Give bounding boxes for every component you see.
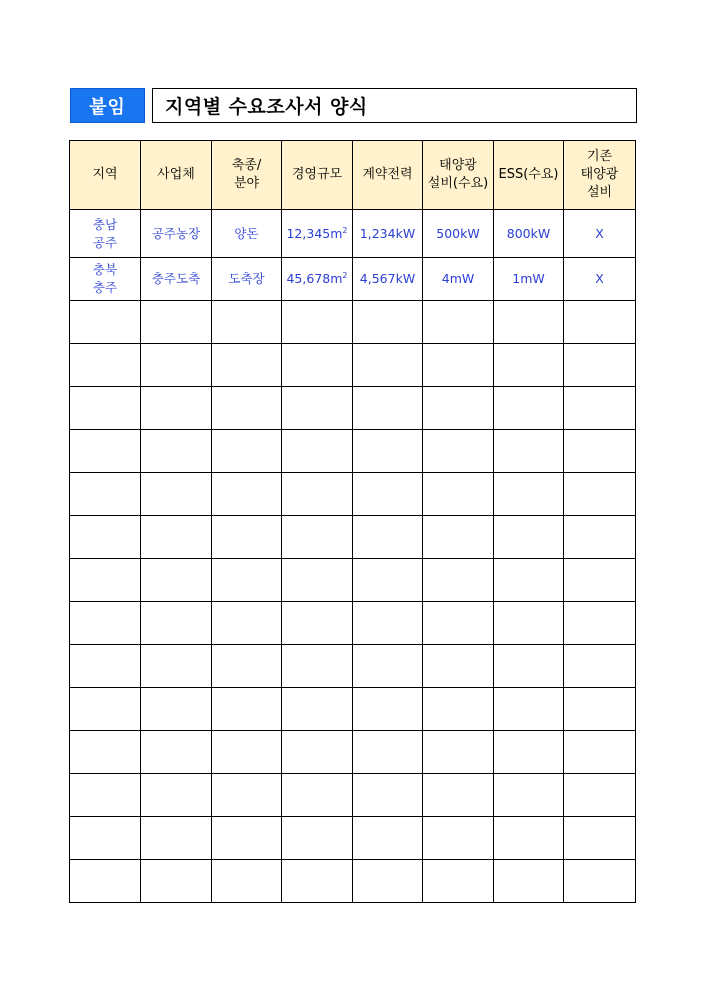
cell-scale-value: 45,678m (286, 271, 343, 286)
table-header-row (70, 141, 636, 210)
empty-cell[interactable] (212, 731, 282, 774)
empty-cell[interactable] (494, 602, 564, 645)
empty-cell[interactable] (70, 344, 141, 387)
empty-cell[interactable] (423, 301, 494, 344)
empty-cell[interactable] (353, 860, 423, 903)
empty-cell[interactable] (212, 387, 282, 430)
cell-scale (282, 258, 353, 301)
cell-solar-demand: 4mW (423, 258, 494, 301)
empty-cell[interactable] (564, 430, 636, 473)
cell-company: 공주농장 (141, 210, 212, 258)
empty-cell[interactable] (70, 731, 141, 774)
empty-cell[interactable] (141, 688, 212, 731)
empty-cell[interactable] (564, 301, 636, 344)
empty-cell[interactable] (564, 731, 636, 774)
empty-cell[interactable] (353, 817, 423, 860)
empty-cell[interactable] (423, 645, 494, 688)
empty-table-row (70, 860, 636, 903)
cell-existing-solar: X (564, 210, 636, 258)
empty-cell[interactable] (423, 430, 494, 473)
empty-cell[interactable] (494, 344, 564, 387)
cell-solar-demand: 500kW (423, 210, 494, 258)
empty-cell[interactable] (494, 430, 564, 473)
column-header-contract-power: 계약전력 (353, 141, 423, 210)
column-header-region: 지역 (70, 141, 141, 210)
empty-cell[interactable] (141, 817, 212, 860)
empty-cell[interactable] (212, 301, 282, 344)
empty-cell[interactable] (212, 516, 282, 559)
empty-cell[interactable] (70, 602, 141, 645)
empty-cell[interactable] (353, 602, 423, 645)
empty-cell[interactable] (282, 817, 353, 860)
column-header-scale: 경영규모 (282, 141, 353, 210)
table-row (70, 258, 636, 301)
empty-cell[interactable] (423, 817, 494, 860)
empty-cell[interactable] (282, 516, 353, 559)
cell-ess-demand: 800kW (494, 210, 564, 258)
empty-cell[interactable] (423, 688, 494, 731)
empty-cell[interactable] (564, 817, 636, 860)
empty-cell[interactable] (212, 473, 282, 516)
empty-cell[interactable] (212, 602, 282, 645)
cell-scale-value: 12,345m (286, 225, 343, 241)
empty-cell[interactable] (423, 602, 494, 645)
table-row (70, 210, 636, 258)
empty-cell[interactable] (282, 473, 353, 516)
empty-cell[interactable] (494, 559, 564, 602)
empty-cell[interactable] (564, 860, 636, 903)
empty-cell[interactable] (70, 817, 141, 860)
cell-scale-superscript: 2 (342, 270, 348, 280)
empty-cell[interactable] (564, 688, 636, 731)
empty-cell[interactable] (141, 301, 212, 344)
empty-cell[interactable] (423, 344, 494, 387)
empty-cell[interactable] (423, 860, 494, 903)
empty-cell[interactable] (282, 645, 353, 688)
page-title: 지역별 수요조사서 양식 (152, 88, 637, 123)
cell-livestock: 양돈 (212, 210, 282, 258)
empty-cell[interactable] (282, 344, 353, 387)
column-header-livestock: 축종/ 분야 (212, 141, 282, 210)
empty-table-row (70, 774, 636, 817)
empty-table-row (70, 516, 636, 559)
cell-contract-power: 4,567kW (353, 258, 423, 301)
empty-cell[interactable] (564, 645, 636, 688)
empty-cell[interactable] (141, 516, 212, 559)
empty-cell[interactable] (494, 817, 564, 860)
empty-cell[interactable] (282, 774, 353, 817)
empty-cell[interactable] (564, 387, 636, 430)
empty-cell[interactable] (70, 516, 141, 559)
empty-cell[interactable] (564, 516, 636, 559)
cell-scale-superscript: 2 (342, 225, 348, 235)
empty-cell[interactable] (353, 344, 423, 387)
empty-cell[interactable] (70, 387, 141, 430)
empty-cell[interactable] (70, 688, 141, 731)
empty-cell[interactable] (564, 602, 636, 645)
empty-cell[interactable] (353, 559, 423, 602)
column-header-company: 사업체 (141, 141, 212, 210)
empty-cell[interactable] (423, 731, 494, 774)
empty-cell[interactable] (141, 731, 212, 774)
cell-company: 충주도축 (141, 258, 212, 301)
empty-cell[interactable] (141, 602, 212, 645)
empty-cell[interactable] (70, 559, 141, 602)
empty-cell[interactable] (494, 860, 564, 903)
empty-cell[interactable] (282, 602, 353, 645)
empty-cell[interactable] (282, 301, 353, 344)
attachment-badge: 붙임 (70, 88, 145, 123)
empty-table-row (70, 559, 636, 602)
empty-cell[interactable] (141, 473, 212, 516)
empty-cell[interactable] (212, 860, 282, 903)
survey-form-table (69, 140, 636, 903)
empty-cell[interactable] (141, 387, 212, 430)
empty-cell[interactable] (70, 774, 141, 817)
empty-cell[interactable] (564, 344, 636, 387)
cell-contract-power: 1,234kW (353, 210, 423, 258)
empty-cell[interactable] (212, 559, 282, 602)
empty-table-row (70, 688, 636, 731)
empty-cell[interactable] (353, 516, 423, 559)
empty-cell[interactable] (282, 860, 353, 903)
empty-cell[interactable] (353, 473, 423, 516)
empty-cell[interactable] (282, 688, 353, 731)
empty-cell[interactable] (282, 559, 353, 602)
empty-cell[interactable] (70, 645, 141, 688)
empty-cell[interactable] (353, 774, 423, 817)
cell-ess-demand: 1mW (494, 258, 564, 301)
empty-table-row (70, 602, 636, 645)
empty-cell[interactable] (564, 774, 636, 817)
empty-table-row (70, 430, 636, 473)
empty-cell[interactable] (494, 731, 564, 774)
empty-cell[interactable] (353, 688, 423, 731)
empty-cell[interactable] (282, 731, 353, 774)
empty-table-row (70, 817, 636, 860)
column-header-existing-solar: 기존 태양광 설비 (564, 141, 636, 210)
empty-cell[interactable] (353, 430, 423, 473)
empty-cell[interactable] (494, 301, 564, 344)
empty-cell[interactable] (70, 301, 141, 344)
empty-cell[interactable] (494, 774, 564, 817)
empty-cell[interactable] (141, 860, 212, 903)
column-header-solar-demand: 태양광 설비(수요) (423, 141, 494, 210)
empty-cell[interactable] (212, 688, 282, 731)
cell-scale (282, 210, 353, 258)
cell-region: 충남 공주 (70, 210, 141, 258)
empty-cell[interactable] (423, 559, 494, 602)
empty-cell[interactable] (70, 430, 141, 473)
empty-cell[interactable] (353, 387, 423, 430)
empty-cell[interactable] (353, 645, 423, 688)
cell-region: 충북 충주 (70, 258, 141, 301)
empty-cell[interactable] (494, 516, 564, 559)
empty-cell[interactable] (494, 473, 564, 516)
empty-cell[interactable] (423, 473, 494, 516)
empty-cell[interactable] (564, 473, 636, 516)
empty-cell[interactable] (564, 559, 636, 602)
empty-cell[interactable] (212, 645, 282, 688)
empty-cell[interactable] (282, 430, 353, 473)
empty-cell[interactable] (212, 430, 282, 473)
empty-cell[interactable] (494, 688, 564, 731)
empty-cell[interactable] (141, 559, 212, 602)
empty-cell[interactable] (494, 645, 564, 688)
empty-table-row (70, 301, 636, 344)
empty-cell[interactable] (282, 387, 353, 430)
empty-cell[interactable] (353, 301, 423, 344)
empty-table-row (70, 473, 636, 516)
column-header-ess-demand: ESS(수요) (494, 141, 564, 210)
empty-cell[interactable] (141, 645, 212, 688)
empty-cell[interactable] (141, 774, 212, 817)
empty-cell[interactable] (212, 774, 282, 817)
cell-livestock: 도축장 (212, 258, 282, 301)
empty-cell[interactable] (212, 344, 282, 387)
empty-cell[interactable] (494, 387, 564, 430)
empty-cell[interactable] (353, 731, 423, 774)
cell-existing-solar: X (564, 258, 636, 301)
empty-table-row (70, 645, 636, 688)
empty-cell[interactable] (212, 817, 282, 860)
empty-cell[interactable] (141, 430, 212, 473)
empty-table-row (70, 731, 636, 774)
empty-cell[interactable] (70, 473, 141, 516)
empty-table-row (70, 344, 636, 387)
empty-cell[interactable] (423, 387, 494, 430)
empty-cell[interactable] (423, 516, 494, 559)
empty-cell[interactable] (70, 860, 141, 903)
empty-cell[interactable] (141, 344, 212, 387)
empty-cell[interactable] (423, 774, 494, 817)
empty-table-row (70, 387, 636, 430)
